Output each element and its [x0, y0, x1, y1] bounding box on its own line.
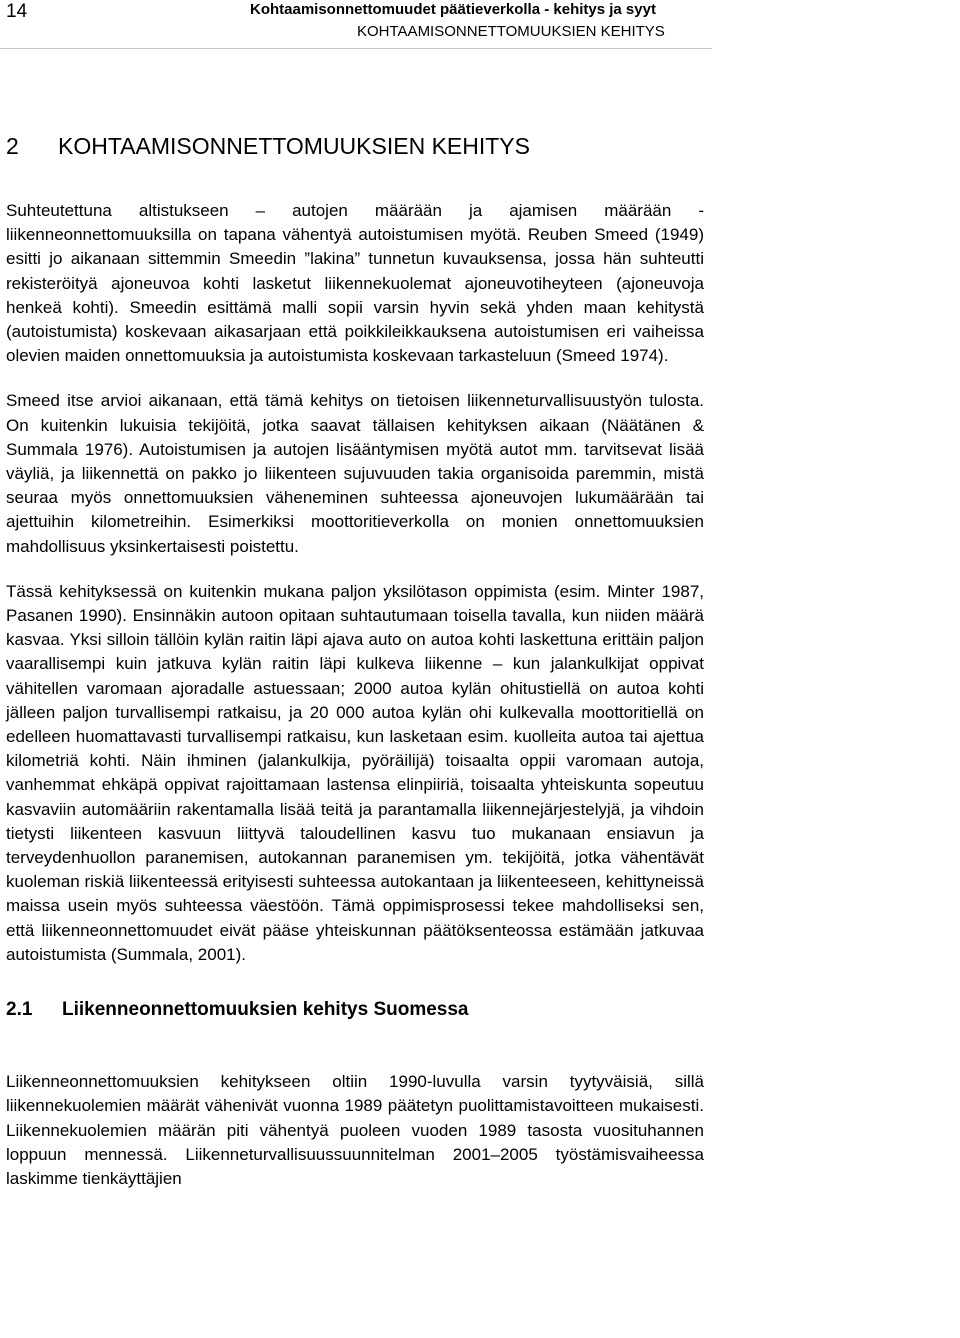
page-body — [6, 131, 704, 1212]
header-divider — [0, 48, 712, 49]
paragraph: Suhteutettuna altistukseen – autojen määrään ja ajamisen määrään - liikenneonnettomuuksilla on tapana vähentyä autoistumisen myötä. Reuben Smeed (1949) esitti jo aikanaan sittemmin Smeedin ”lakina” tunnetun kuvauksensa, jossa hän suhteutti rekisteröityä ajoneuvoa kohti lasketut liikennekuolemat ajoneuvotiheyteen (ajoneuvoja henkeä kohti). Smeedin esittämä malli sopii varsin hyvin sekä yhden maan kehitystä (autoistumista) koskevaan aikasarjaan että poikkileikkauksena autoistumisen eri vaiheissa olevien maiden onnettomuuksia ja autoistumista koskevaan tarkasteluun (Smeed 1974). — [6, 201, 704, 366]
chapter-heading — [6, 131, 704, 161]
running-header-subtitle: KOHTAAMISONNETTOMUUKSIEN KEHITYS — [357, 23, 665, 40]
section-title: Liikenneonnettomuuksien kehitys Suomessa — [62, 999, 469, 1021]
chapter-number: 2 — [6, 133, 19, 159]
chapter-title: KOHTAAMISONNETTOMUUKSIEN KEHITYS — [58, 133, 530, 159]
running-header-title: Kohtaamisonnettomuudet päätieverkolla - kehitys ja syyt — [250, 1, 656, 18]
paragraph: Smeed itse arvioi aikanaan, että tämä kehitys on tietoisen liikenneturvallisuustyön tulosta. On kuitenkin lukuisia tekijöitä, jotka saavat tällaisen kehityksen aikaan (Näätänen & Summala 1976). Autoistumisen ja autojen lisääntymisen myötä autot mm. tarvitsevat lisää väyliä, ja liikennettä on pakko jo liikenteen sujuvuuden takia organisoida paremmin, mistä seuraa myös onnettomuuksien väheneminen suhteessa ajoneuvojen lukumäärään tai ajettuihin kilometreihin. Esimerkiksi moottoritieverkolla on monien onnettomuuksien mahdollisuus yksinkertaisesti poistettu. — [6, 391, 704, 556]
paragraph: Tässä kehityksessä on kuitenkin mukana paljon yksilötason oppimista (esim. Minter 1987, Pasanen 1990). Ensinnäkin autoon opitaan suhtautumaan toisella tavalla, kun niiden määrä kasvaa. Yksi silloin tällöin kylän raitin läpi ajava auto on autoa kohti laskettuna erittäin paljon vaarallisempi kuin jatkuva kylän raitin läpi kulkeva liikenne – kun jalankulkijat oppivat vähitellen varomaan ajoradalle astuessaan; 2000 autoa kylän ohitustiellä on autoa kohti jälleen paljon turvallisempi ratkaisu, ja 20 000 autoa kylän ohi kulkevalla moottoritiellä on edelleen huomattavasti turvallisempi ratkaisu, kun lasketaan esim. kuolleita autoa tai ajettua kilometriä kohti. Näin ihminen (jalankulkija, pyöräilijä) toisaalta oppii varomaan autoja, vanhemmat ehkäpä oppivat rajoittamaan lastensa elinpiiriä, toisaalta yhteiskunta sopeutuu kasvaviin automääriin rakentamalla lisää teitä ja parantamalla liikennejärjestelyjä, ja vihdoin tietysti liikenteen kasvuun liittyvä taloudellinen kasvu tuo mukanaan ensiavun ja terveydenhuollon paranemisen, autokannan paranemisen ym. tekijöitä, jotka vähentävät kuoleman riskiä liikenteessä erityisesti suhteessa autokantaan ja liikenteeseen, kehittyneissä maissa usein myös suhteessa väestöön. Tämä oppimisprosessi tekee mahdolliseksi sen, että liikenneonnettomuudet eivät pääse yhteiskunnan päätöksenteossa estämään jatkuvaa autoistumista (Summala, 2001). — [6, 581, 704, 964]
paragraph: Liikenneonnettomuuksien kehitykseen oltiin 1990-luvulla varsin tyytyväisiä, sillä liikennekuolemien määrät vähenivät vuonna 1989 päätetyn puolittamistavoitteen mukaisesti. Liikennekuolemien määrän piti vähentyä puoleen vuoden 1989 tasosta vuosituhannen loppuun mennessä. Liikenneturvallisuussuunnitelman 2001–2005 työstämisvaiheessa laskimme tienkäyttäjien — [6, 1072, 704, 1188]
section-number: 2.1 — [6, 999, 33, 1021]
page-number: 14 — [6, 1, 28, 22]
section-heading — [6, 997, 704, 1023]
